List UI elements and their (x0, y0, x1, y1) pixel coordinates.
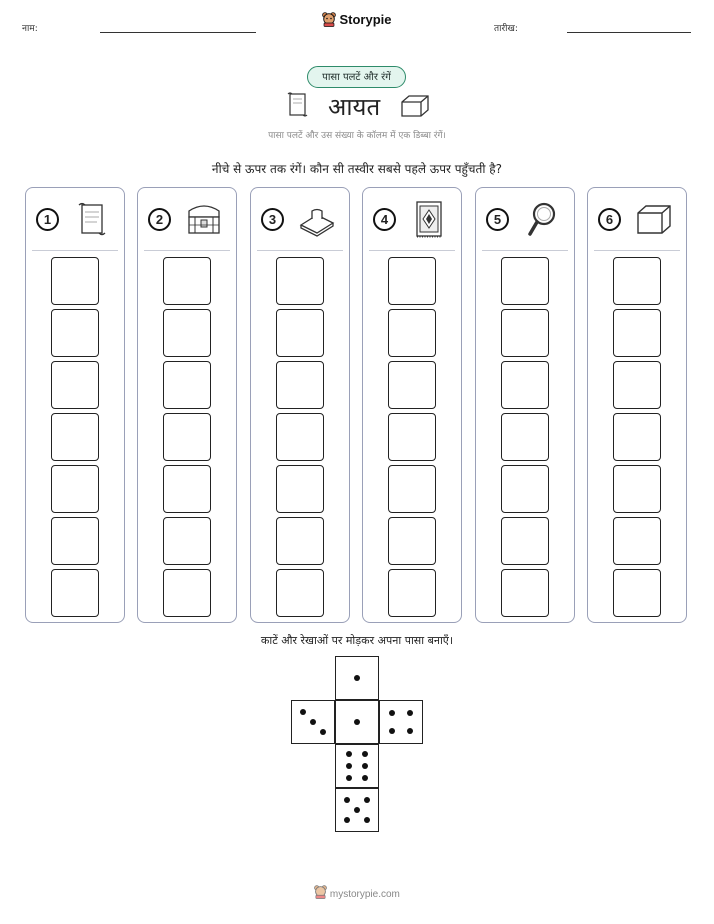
color-box[interactable] (276, 569, 324, 617)
page-title: आयत (328, 93, 381, 121)
brand-name: Storypie (339, 12, 392, 27)
column-divider (482, 250, 568, 251)
color-box[interactable] (276, 465, 324, 513)
column-number: 1 (36, 208, 59, 231)
dice-pip (310, 719, 316, 725)
column-divider (257, 250, 343, 251)
column-divider (369, 250, 455, 251)
dice-pip (354, 719, 360, 725)
column-4 (362, 187, 462, 623)
color-box[interactable] (276, 257, 324, 305)
dice-pip (362, 751, 368, 757)
color-box[interactable] (501, 465, 549, 513)
subtitle: पासा पलटें और उस संख्या के कॉलम में एक डिब्बा रंगें। (268, 131, 446, 141)
name-label: नाम: (22, 24, 38, 34)
column-header (251, 188, 349, 252)
color-box[interactable] (613, 257, 661, 305)
dice-pip (364, 817, 370, 823)
rug-icon (409, 199, 449, 239)
column-2 (137, 187, 237, 623)
scroll-icon (286, 91, 310, 119)
column-3 (250, 187, 350, 623)
color-box[interactable] (613, 569, 661, 617)
instruction-badge: पासा पलटें और रंगें (307, 66, 406, 88)
dice-pip (354, 675, 360, 681)
color-box[interactable] (501, 257, 549, 305)
brand-logo (0, 12, 714, 30)
color-box[interactable] (613, 517, 661, 565)
color-box[interactable] (163, 517, 211, 565)
stamp-icon (297, 199, 337, 239)
column-number: 2 (148, 208, 171, 231)
color-box[interactable] (501, 517, 549, 565)
dice-face-5 (335, 788, 379, 832)
color-box[interactable] (51, 361, 99, 409)
color-box[interactable] (163, 413, 211, 461)
dice-pip (407, 728, 413, 734)
color-box[interactable] (613, 361, 661, 409)
date-line[interactable] (567, 32, 691, 33)
date-label: तारीख: (494, 24, 518, 34)
treasure-chest-icon (184, 199, 224, 239)
dice-pip (346, 751, 352, 757)
column-divider (32, 250, 118, 251)
column-divider (144, 250, 230, 251)
dice-pip (389, 728, 395, 734)
column-number: 4 (373, 208, 396, 231)
color-box[interactable] (501, 569, 549, 617)
color-box[interactable] (388, 309, 436, 357)
column-number: 5 (486, 208, 509, 231)
dice-pip (362, 775, 368, 781)
footer-url: mystorypie.com (329, 889, 400, 900)
footer (0, 885, 714, 900)
color-box[interactable] (388, 465, 436, 513)
dice-pip (354, 807, 360, 813)
column-6 (587, 187, 687, 623)
dice-pip (344, 817, 350, 823)
dice-pip (346, 775, 352, 781)
color-box[interactable] (501, 361, 549, 409)
column-header (476, 188, 574, 252)
color-box[interactable] (501, 309, 549, 357)
cut-instructions: काटें और रेखाओं पर मोड़कर अपना पासा बनाएँ। (260, 634, 454, 647)
dice-pip (364, 797, 370, 803)
color-box[interactable] (51, 465, 99, 513)
magnifying-glass-icon (522, 199, 562, 239)
question: नीचे से ऊपर तक रंगें। कौन सी तस्वीर सबसे पहले ऊपर पहुँचती है? (211, 162, 503, 176)
color-box[interactable] (388, 361, 436, 409)
color-box[interactable] (613, 413, 661, 461)
color-box[interactable] (613, 465, 661, 513)
color-box[interactable] (388, 257, 436, 305)
color-box[interactable] (51, 569, 99, 617)
color-box[interactable] (163, 569, 211, 617)
cube-icon (399, 93, 431, 119)
color-box[interactable] (51, 413, 99, 461)
color-box[interactable] (163, 361, 211, 409)
name-line[interactable] (100, 32, 256, 33)
color-box[interactable] (51, 257, 99, 305)
dice-face-6 (335, 744, 379, 788)
bear-footer-icon (314, 885, 327, 899)
dice-face-3 (291, 700, 335, 744)
dice-face-4 (379, 700, 423, 744)
color-box[interactable] (51, 517, 99, 565)
cube-icon (634, 199, 674, 239)
dice-pip (362, 763, 368, 769)
color-box[interactable] (276, 361, 324, 409)
color-box[interactable] (163, 309, 211, 357)
color-box[interactable] (51, 309, 99, 357)
dice-face-1 (335, 700, 379, 744)
dice-pip (300, 709, 306, 715)
column-header (363, 188, 461, 252)
color-box[interactable] (388, 569, 436, 617)
color-box[interactable] (501, 413, 549, 461)
scroll-icon (72, 199, 112, 239)
dice-pip (389, 710, 395, 716)
color-box[interactable] (388, 517, 436, 565)
column-header (138, 188, 236, 252)
color-box[interactable] (163, 257, 211, 305)
column-5 (475, 187, 575, 623)
column-header (26, 188, 124, 252)
column-number: 3 (261, 208, 284, 231)
color-box[interactable] (613, 309, 661, 357)
color-box[interactable] (276, 309, 324, 357)
color-box[interactable] (276, 517, 324, 565)
dice-face-1 (335, 656, 379, 700)
column-1 (25, 187, 125, 623)
color-box[interactable] (388, 413, 436, 461)
dice-pip (344, 797, 350, 803)
color-box[interactable] (276, 413, 324, 461)
dice-pip (320, 729, 326, 735)
column-divider (594, 250, 680, 251)
color-box[interactable] (163, 465, 211, 513)
dice-pip (346, 763, 352, 769)
column-header (588, 188, 686, 252)
dice-pip (407, 710, 413, 716)
bear-logo-icon (322, 12, 336, 27)
column-number: 6 (598, 208, 621, 231)
